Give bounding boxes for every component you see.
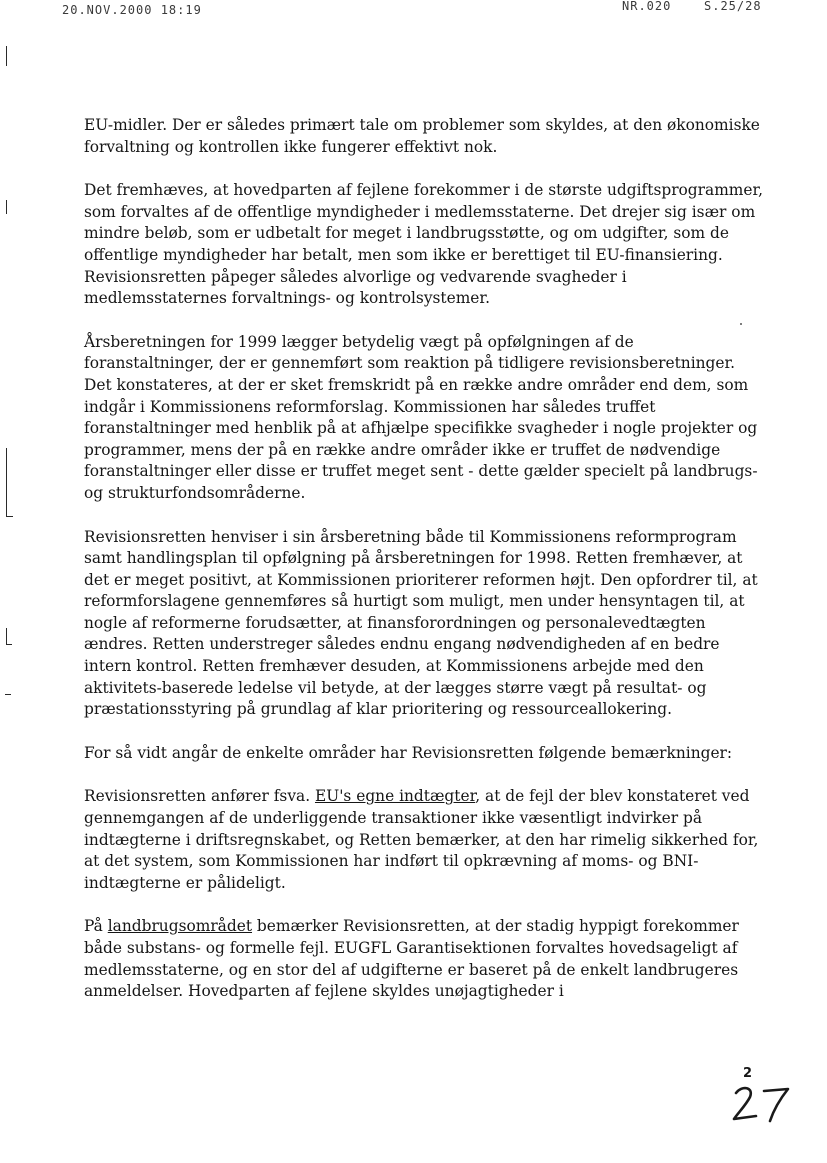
- paragraph-text: Revisionsretten anfører fsva.: [84, 787, 315, 806]
- fax-header: [0, 0, 827, 19]
- paragraph: [84, 916, 764, 1002]
- paragraph-text: , at de fejl der blev konstateret ved gennemgangen af de underliggende transaktioner ikke væsentligt indvirker på indtægterne i driftsregnskabet, og Retten bemærker, at den har rimelig sikkerhed for, at det system, som Kommissionen har indført til opkrævning af moms- og BNI-indtægterne er pålideligt.: [84, 787, 759, 892]
- paragraph: Årsberetningen for 1999 lægger betydelig vægt på opfølgningen af de foranstaltninger, der er gennemført som reaktion på tidligere revisionsberetninger. Det konstateres, at der er sket fremskridt på en række andre områder end dem, som indgår i Kommissionens reformforslag. Kommissionen har således truffet foranstaltninger med henblik på at afhjælpe specifikke svagheder i nogle projekter og programmer, mens der på en række andre områder ikke er truffet de nødvendige foranstaltninger eller disse er truffet meget sent - dette gælder specielt på landbrugs- og strukturfondsområderne.: [84, 332, 758, 502]
- paragraph: [84, 786, 764, 894]
- underlined-term: EU's egne indtægter: [314, 787, 476, 806]
- letter-body: [84, 115, 764, 1003]
- paragraph: For så vidt angår de enkelte områder har Revisionsretten følgende bemærkninger:: [84, 743, 733, 762]
- paragraph-text: bemærker Revisionsretten, at der stadig hyppigt forekommer både substans- og formelle fejl. EUGFL Garantisektionen forvaltes hovedsageligt af medlemsstaterne, og en stor del af udgifterne er baseret på de enkelt landbrugeres anmeldelser. Hovedparten af fejlene skyldes unøjagtigheder i: [84, 917, 739, 1001]
- scan-edge-mark: [6, 448, 7, 516]
- fax-timestamp: 20.NOV.2000 18:19: [62, 3, 202, 17]
- scan-edge-mark: [5, 694, 11, 695]
- handwritten-number-drawing: [730, 1083, 794, 1123]
- scan-edge-mark: [6, 628, 7, 644]
- underlined-term: landbrugsområdet: [107, 917, 253, 936]
- handwritten-page-number: [730, 1083, 794, 1127]
- scan-edge-mark: [6, 46, 7, 66]
- paragraph-text: På: [84, 917, 108, 936]
- paragraph: EU-midler. Der er således primært tale om problemer som skyldes, at den økonomiske forvaltning og kontrollen ikke fungerer effektivt nok.: [84, 116, 760, 156]
- fax-number: NR.020: [622, 0, 672, 13]
- scan-edge-mark: [6, 644, 12, 645]
- paragraph: Revisionsretten henviser i sin årsberetning både til Kommissionens reformprogram samt handlingsplan til opfølgning på årsberetningen for 1998. Retten fremhæver, at det er meget positivt, at Kommissionen prioriterer reformen højt. Den opfordrer til, at reformforslagene gennemføres så hurtigt som muligt, men under hensyntagen til, at nogle af reformerne forudsætter, at finansforordningen og personalevedtægten ændres. Retten understreger således endnu engang nødvendigheden af en bedre intern kontrol. Retten fremhæver desuden, at Kommissionens arbejde med den aktivitets-baserede ledelse vil betyde, at der lægges større vægt på resultat- og præstationsstyring på grundlag af klar prioritering og ressourceallokering.: [84, 527, 758, 719]
- fax-page-reference: S.25/28: [704, 0, 762, 13]
- scan-edge-mark: [6, 200, 7, 214]
- paragraph: Det fremhæves, at hovedparten af fejlene forekommer i de største udgiftsprogrammer, som forvaltes af de offentlige myndigheder i medlemsstaterne. Det drejer sig især om mindre beløb, som er udbetalt for meget i landbrugsstøtte, og om udgifter, som de offentlige myndigheder har betalt, men som ikke er berettiget til EU-finansiering. Revisionsretten påpeger således alvorlige og vedvarende svagheder i medlemsstaternes forvaltnings- og kontrolsystemer.: [84, 181, 764, 308]
- scan-edge-mark: [6, 516, 13, 517]
- page-number: 2: [743, 1066, 753, 1081]
